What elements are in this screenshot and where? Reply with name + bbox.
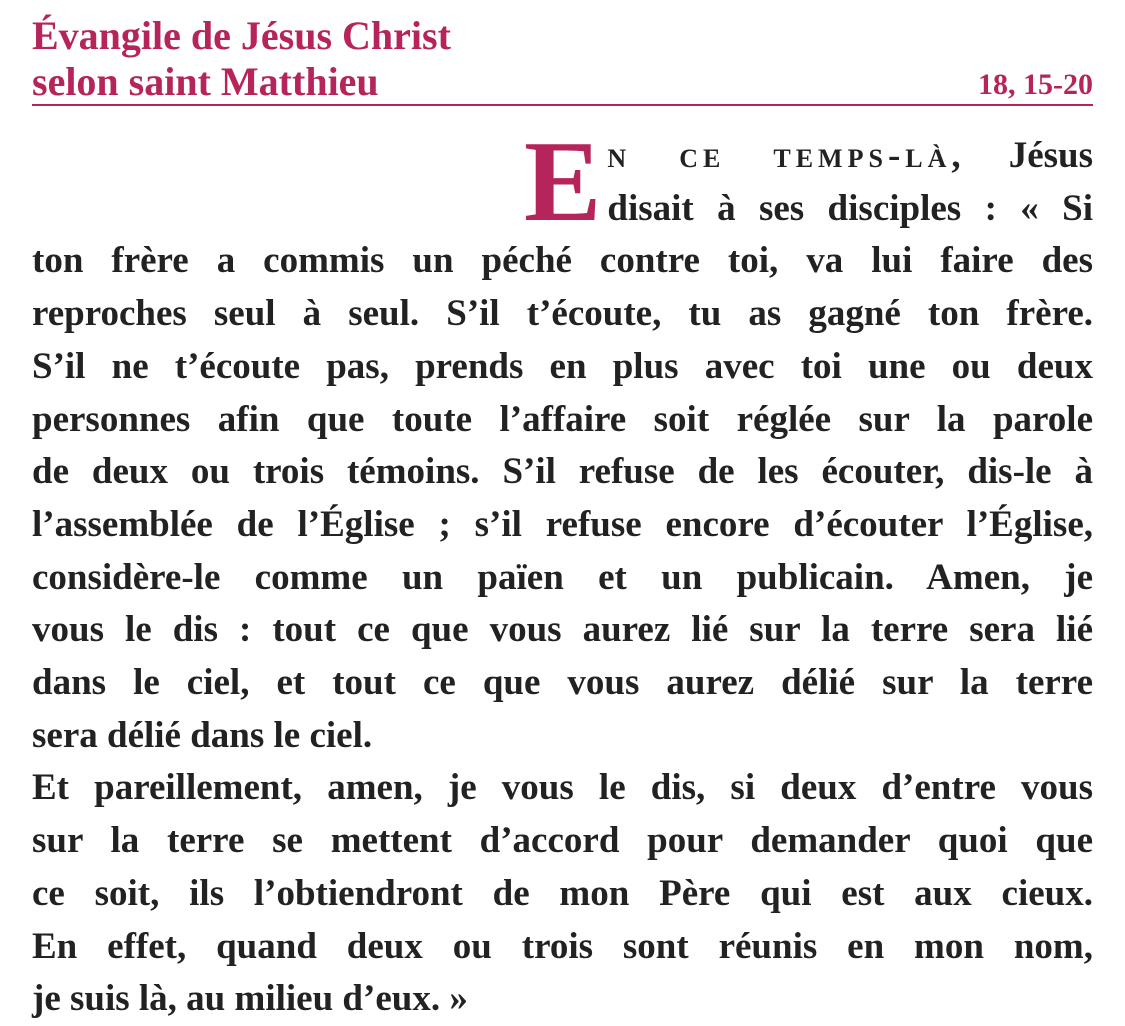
text-line: reproches seul à seul. S’il t’écoute, tu as gagné ton frère. (32, 293, 1093, 335)
gospel-page (32, 6, 1093, 1026)
text-fragment: Jésus (965, 135, 1093, 176)
opening-smallcaps: n ce temps-là, (607, 135, 966, 176)
text-line: sur la terre se mettent d’accord pour demander quoi que (32, 820, 1093, 862)
gospel-title-line-1: Évangile de Jésus Christ (32, 13, 451, 58)
text-line: l’assemblée de l’Église ; s’il refuse encore d’écouter l’Église, (32, 503, 1093, 545)
dropcap-spacer (32, 130, 524, 235)
gospel-header (32, 6, 1093, 106)
text-line: je suis là, au milieu d’eux. » (32, 978, 468, 1020)
text-line: vous le dis : tout ce que vous aurez lié sur la terre sera lié (32, 609, 1093, 651)
text-line: ce soit, ils l’obtiendront de mon Père qui est aux cieux. (32, 872, 1093, 914)
text-line: dans le ciel, et tout ce que vous aurez délié sur la terre (32, 662, 1093, 704)
dropcap-letter: E (524, 118, 602, 246)
gospel-paragraph-1 (32, 106, 1093, 762)
text-line: disait à ses disciples : « Si (607, 187, 1093, 229)
text-line: Et pareillement, amen, je vous le dis, si deux d’entre vous (32, 767, 1093, 809)
scripture-reference: 18, 15-20 (978, 68, 1093, 101)
text-line: personnes afin que toute l’affaire soit réglée sur la parole (32, 398, 1093, 440)
gospel-title-line-2: selon saint Matthieu (32, 59, 379, 104)
text-line: S’il ne t’écoute pas, prends en plus avec toi une ou deux (32, 345, 1093, 387)
text-line: considère-le comme un païen et un publicain. Amen, je (32, 556, 1093, 598)
gospel-paragraph-2 (32, 762, 1093, 1026)
text-line: sera délié dans le ciel. (32, 714, 373, 756)
text-line: En effet, quand deux ou trois sont réunis en mon nom, (32, 925, 1093, 967)
text-line: de deux ou trois témoins. S’il refuse de les écouter, dis-le à (32, 451, 1093, 493)
text-line: ton frère a commis un péché contre toi, va lui faire des (32, 240, 1093, 282)
